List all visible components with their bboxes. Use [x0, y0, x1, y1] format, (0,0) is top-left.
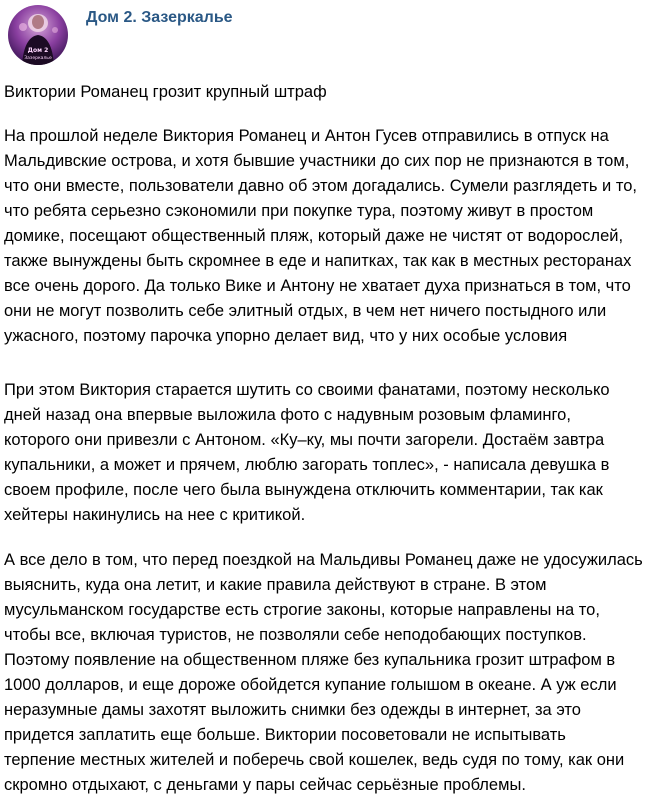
text-line: хейтеры накинулись на нее с критикой.	[4, 506, 306, 524]
text-line: что ребята серьезно сэкономили при покупке тура, поэтому живут в простом	[4, 202, 594, 220]
group-name-link[interactable]: Дом 2. Зазеркалье	[86, 9, 233, 26]
text-line: неразумные дамы захотят выложить снимки без одежды в интернет, за это	[4, 701, 581, 719]
text-line: придется заплатить еще больше. Виктории посоветовали не испытывать	[4, 726, 566, 744]
text-line: все очень дорого. Да только Вике и Антону не хватает духа признаться в том, что	[4, 277, 631, 295]
text-line: купальники, а может и прячем, люблю загорать топлес», - написала девушка в	[4, 456, 610, 474]
text-line: выяснить, куда она летит, и какие правила действуют в стране. В этом	[4, 576, 547, 594]
text-line: также вынуждены быть скромнее в еде и напитках, так как в местных ресторанах	[4, 252, 632, 270]
text-line: Поэтому появление на общественном пляже без купальника грозит штрафом в	[4, 651, 616, 669]
post-paragraph-2	[4, 378, 668, 528]
text-line: они не могут позволить себе элитный отдых, в чем нет ничего постыдного или	[4, 302, 607, 320]
text-line: При этом Виктория старается шутить со своими фанатами, поэтому несколько	[4, 381, 610, 399]
text-line: ужасного, поэтому парочка упорно делает вид, что у них особые условия	[4, 327, 568, 345]
text-line: своем профиле, после чего была вынуждена отключить комментарии, так как	[4, 481, 603, 499]
text-line: которого они привезли с Антоном. «Ку–ку, мы почти загорели. Достаём завтра	[4, 431, 605, 449]
group-avatar[interactable]	[8, 5, 68, 65]
text-line: На прошлой неделе Виктория Романец и Антон Гусев отправились в отпуск на	[4, 127, 609, 145]
avatar-image	[8, 5, 68, 65]
text-line: домике, посещают общественный пляж, который даже не чистят от водорослей,	[4, 227, 624, 245]
svg-text:Зазеркалье: Зазеркалье	[24, 56, 52, 61]
svg-text:Дом 2: Дом 2	[27, 47, 49, 54]
post-header	[0, 0, 670, 70]
text-line: скромно отдыхают, с деньгами у пары сейчас серьёзные проблемы.	[4, 776, 526, 794]
text-line: что они вместе, пользователи давно об этом догадались. Сумели разглядеть и то,	[4, 177, 637, 195]
text-line: мусульманском государстве есть строгие законы, которые направлены на то,	[4, 601, 600, 619]
post-paragraph-1	[4, 124, 668, 349]
text-line: А все дело в том, что перед поездкой на Мальдивы Романец даже не удосужилась	[4, 551, 643, 569]
post-title: Виктории Романец грозит крупный штраф	[4, 83, 327, 101]
text-line: дней назад она впервые выложила фото с надувным розовым фламинго,	[4, 406, 571, 424]
text-line: 1000 долларов, и еще дороже обойдется купание голышом в океане. А уж если	[4, 676, 617, 694]
text-line: чтобы все, включая туристов, не позволяли себе неподобающих поступков.	[4, 626, 587, 644]
post-paragraph-3	[4, 548, 668, 798]
text-line: Мальдивские острова, и хотя бывшие участники до сих пор не признаются в том,	[4, 152, 630, 170]
text-line: терпение местных жителей и поберечь свой кошелек, ведь судя по тому, как они	[4, 751, 625, 769]
